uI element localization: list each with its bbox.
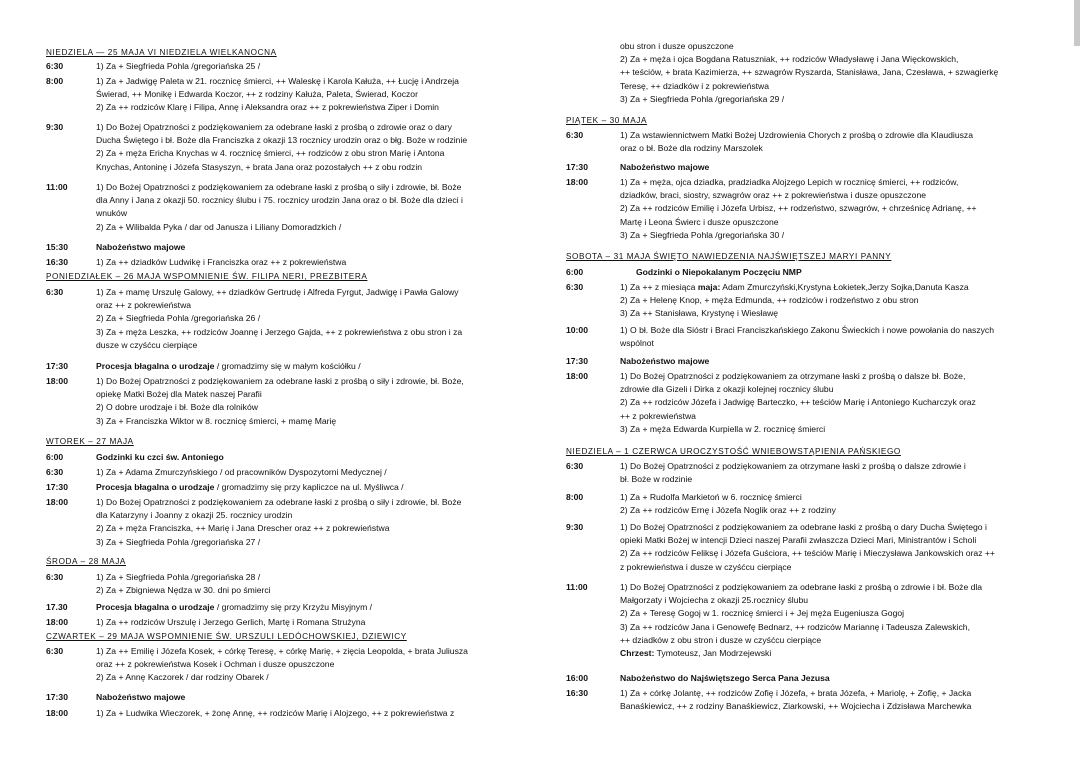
intention-line: 1) Do Bożej Opatrzności z podziękowaniem za odebrane łaski z prośbą o siły i zdrowie, bł. Boże [96,497,462,507]
intention-line: dusze w czyśćcu cierpiące [96,339,198,350]
mass-time: 15:30 [46,242,68,252]
mass-entry [566,491,1042,519]
mass-time: 17:30 [566,162,588,172]
mass-entry [566,370,1042,438]
mass-entry [46,121,517,175]
intention-line: 1) Za + Adama Zmurczyńskiego / od pracowników Dyspozytorni Medycznej / [96,467,387,477]
intention-line: 1) Do Bożej Opatrzności z podziękowaniem za odebrane łaski z prośbą o siły i zdrowie, bł. Boże [96,182,462,192]
mass-entry [46,256,517,270]
service-title: Nabożeństwo majowe [620,162,710,172]
service-title: Godzinki o Niepokalanym Poczęciu NMP [636,267,802,277]
intention-line: 3) Za + męża Leszka, ++ rodziców Joannę i Jerzego Gajda, ++ z pokrewieństwa z obu stron i za [96,326,463,337]
intention-line: Martę i Leona Świerc i dusze opuszczone [620,216,779,227]
intention-line: dziadków, braci, siostry, szwagrów oraz ++ z pokrewieństwa i dusze opuszczone [620,190,927,201]
intention-line: 2) Za ++ rodziców Józefa i Jadwigę Barteczko, ++ teściów Marię i Antoniego Kucharczyk oraz [620,397,976,408]
mass-entry [566,281,1042,321]
mass-entry [566,176,1042,244]
intention-line: Małgorzaty i Wojciecha z okazji 25.rocznicy ślubu [620,595,809,606]
day-heading-sunday-25: NIEDZIELA — 25 MAJA VI NIEDZIELA WIELKANOCNA [46,48,277,57]
mass-time: 8:00 [46,76,64,86]
intention-line: oraz ++ z pokrewieństwa Kosek i Ochman i dusze opuszczone [96,659,335,670]
service-entry [46,691,517,705]
intention-line: z pokrewieństwa i dusze w czyśćcu cierpiące [620,561,792,572]
baptism-label: Chrzest: [620,648,655,659]
intention-line: 3) Za + męża Edwarda Kurpiella w 2. rocznicę śmierci [620,423,826,434]
intention-line: 2) Za ++ rodziców Emilię i Józefa Urbisz, ++ rodzeństwo, szwagrów, + chrześnicę Adrianę, ++ [620,203,977,214]
service-title: Nabożeństwo majowe [620,356,710,366]
mass-entry [566,129,1042,157]
intention-line: 1) O bł. Boże dla Sióstr i Braci Franciszkańskiego Zakonu Świeckich i nowe powołania do naszych [620,325,995,335]
intention-line [620,281,1042,294]
service-title: Nabożeństwo do Najświętszego Serca Pana Jezusa [620,673,830,683]
mass-time: 17:30 [46,692,68,702]
intention-line: 1) Za + Siegfrieda Pohla /gregoriańska 28 / [96,572,261,582]
mass-time: 6:30 [46,467,64,477]
mass-time: 6:00 [566,267,584,277]
mass-entry [566,460,1042,488]
mass-entry [46,496,517,550]
mass-time: 16:30 [46,257,68,267]
intention-line: 1) Za + mamę Urszulę Galowy, ++ dziadków Gertrudę i Alfreda Fyrgut, Jadwigę i Pawła Galowy [96,287,459,297]
service-entry [46,451,517,465]
intention-line: 3) Za + Franciszka Wiktor w 8. rocznicę śmierci, + mamę Marię [96,415,337,426]
day-heading-friday-30: PIĄTEK – 30 MAJA [566,116,648,125]
mass-time: 18:00 [566,177,588,187]
baptism-names: Tymoteusz, Jan Modrzejewski [654,648,772,659]
mass-time: 17:30 [46,361,68,371]
intention-line: 1) Za + Ludwika Wieczorek, + żonę Annę, ++ rodziców Marię i Alojzego, ++ z pokrewieństwa z [96,708,455,718]
mass-entry [46,707,517,721]
procession-entry [46,481,517,495]
month-label: maja: [697,282,721,292]
mass-time: 17.30 [46,602,68,612]
intention-line: 3) Za ++ rodziców Jana i Genowefę Bednarz, ++ rodziców Mariannę i Tadeusza Zalewskich, [620,621,970,632]
mass-time: 8:00 [566,492,584,502]
intention-line: 1) Za + Jadwigę Paleta w 21. rocznicę śmierci, ++ Waleskę i Karola Kałuża, ++ Łucję i Andrzeja [96,76,459,86]
intention-line: Ducha Świętego i bł. Boże dla Franciszka z okazji 13 rocznicy urodzin oraz o błg. Boże w rodzinie [96,135,468,146]
mass-time: 16:30 [566,688,588,698]
mass-time: 18:00 [46,376,68,386]
intention-line: 2) Za + Helenę Knop, + męża Edmunda, ++ rodziców i rodzeństwo z obu stron [620,295,919,306]
mass-time: 18:00 [566,371,588,381]
intention-line: dla Katarzyny i Joanny z okazji 25. rocznicy urodzin [96,510,293,521]
intention-line: ++ teściów, + brata Kazimierza, ++ szwagrów Ryszarda, Stanisława, Jana, Czesława, + szwagierkę [620,67,999,78]
intention-line: 2) Za + męża i ojca Bogdana Ratuszniak, ++ rodziców Władysławę i Jana Więckowskich, [620,54,959,65]
intention-line: 3) Za + Siegfrieda Pohla /gregoriańska 30 / [620,229,785,240]
intention-line: 1) Za ++ Emilię i Józefa Kosek, + córkę Teresę, + córkę Marię, + zięcia Leopolda, + brata Juliusza [96,646,468,656]
intention-line: 1) Za + Siegfrieda Pohla /gregoriańska 25 / [96,61,261,71]
mass-time: 18:00 [46,708,68,718]
mass-time: 6:30 [46,646,64,656]
intention-line: 1) Do Bożej Opatrzności z podziękowaniem za odebrane łaski z prośbą o zdrowie oraz o dary [96,122,452,132]
intention-line: ++ z pokrewieństwa [620,410,696,421]
procession-entry [46,601,517,615]
mass-entry [46,466,517,480]
intention-line: 1) Za + Rudolfa Markietoń w 6. rocznicę śmierci [620,492,802,502]
intention-line: 1) Do Bożej Opatrzności z podziękowaniem za odebrane łaski z prośbą o zdrowie i bł. Boże dla [620,582,983,592]
service-entry [566,355,1042,369]
intention-text: 1) Za ++ z miesiąca [620,282,698,292]
intention-line: 2) Za + Siegfrieda Pohla /gregoriańska 26 / [96,313,261,324]
mass-entry [46,571,517,599]
day-heading-wednesday-28: ŚRODA – 28 MAJA [46,557,126,566]
intention-line: 1) Do Bożej Opatrzności z podziękowaniem za otrzymane łaski z prośbą o dalsze zdrowie i [620,461,966,471]
intention-line: 1) Za wstawiennictwem Matki Bożej Uzdrowienia Chorych z prośbą o zdrowie dla Klaudiusza [620,130,973,140]
mass-time: 6:00 [46,452,64,462]
mass-entry [566,581,1042,663]
intention-line: 2) O dobre urodzaje i bł. Boże dla rolników [96,402,258,413]
service-entry [46,241,517,255]
mass-time: 17:30 [566,356,588,366]
mass-entry [566,521,1042,575]
day-heading-tuesday-27: WTOREK – 27 MAJA [46,437,134,446]
procession-title: Procesja błagalna o urodzaje [96,482,215,492]
mass-time: 9:30 [46,122,64,132]
mass-time: 18:00 [46,497,68,507]
intention-line: 1) Za ++ dziadków Ludwikę i Franciszka oraz ++ z pokrewieństwa [96,257,347,267]
day-heading-thursday-29: CZWARTEK – 29 MAJA WSPOMNIENIE ŚW. URSZULI LEDÓCHOWSKIEJ, DZIEWICY [46,632,407,641]
intention-line: obu stron i dusze opuszczone [620,41,734,51]
mass-time: 10:00 [566,325,588,335]
intention-line: wnuków [96,208,128,219]
mass-entry [566,687,1042,715]
intention-line: 2) Za + męża Ericha Knychas w 4. rocznicę śmierci, ++ rodziców z obu stron Marię i Antona [96,148,445,159]
intention-line: 1) Do Bożej Opatrzności z podziękowaniem za otrzymane łaski z prośbą o dalsze bł. Boże, [620,371,966,381]
mass-time: 6:30 [46,572,64,582]
intention-line: 1) Do Bożej Opatrzności z podziękowaniem za odebrane łaski z prośbą o dary Ducha Świętego i [620,522,987,532]
mass-time: 6:30 [46,287,64,297]
intention-line: wspólnot [620,338,654,349]
procession-note: / gromadzimy się przy kapliczce na ul. Myśliwca / [214,482,404,492]
mass-time: 16:00 [566,673,588,683]
mass-entry [46,60,517,74]
mass-entry [46,645,517,685]
intention-line: 1) Do Bożej Opatrzności z podziękowaniem za odebrane łaski z prośbą o siły i zdrowie, bł. Boże, [96,376,464,386]
intention-line: Knychas, Antoninę i Józefa Stasyszyn, + brata Jana oraz pozostałych ++ z obu rodzin [96,161,423,172]
mass-time: 6:30 [566,130,584,140]
intention-line: Teresę, ++ dziadków i z pokrewieństwa [620,80,770,91]
intention-line: ++ dziadków z obu stron i dusze w czyśćcu cierpiące [620,634,822,645]
mass-entry [46,616,517,630]
procession-title: Procesja błagalna o urodzaje [96,361,215,371]
day-heading-monday-26: PONIEDZIAŁEK – 26 MAJA WSPOMNIENIE ŚW. FILIPA NERI, PREZBITERA [46,272,368,281]
intention-line: 2) Za + Zbigniewa Nędza w 30. dni po śmierci [96,585,271,596]
intention-line: 1) Za + męża, ojca dziadka, pradziadka Alojzego Lepich w rocznicę śmierci, ++ rodziców, [620,177,959,187]
mass-time: 17:30 [46,482,68,492]
mass-entry [46,75,517,115]
mass-time: 6:30 [566,282,584,292]
intention-line: dla Anny i Jana z okazji 50. rocznicy ślubu i 75. rocznicy urodzin Jana oraz o bł. Boże dla dzieci i [96,195,463,206]
service-entry [566,161,1042,175]
intention-line: 2) Za ++ rodziców Feliksę i Józefa Guściora, ++ teściów Marię i Mieczysława Jankowskich oraz ++ [620,548,995,559]
procession-title: Procesja błagalna o urodzaje [96,602,215,612]
service-title: Nabożeństwo majowe [96,242,186,252]
service-title: Godzinki ku czci św. Antoniego [96,452,224,462]
intention-line: oraz o bł. Boże dla rodziny Marszolek [620,143,763,154]
mass-time: 9:30 [566,522,584,532]
intention-line: 2) Za + męża Franciszka, ++ Marię i Jana Drescher oraz ++ z pokrewieństwa [96,523,390,534]
intention-line: 2) Za + Wilibalda Pyka / dar od Janusza i Liliany Domoradzkich / [96,221,342,232]
mass-time: 18:00 [46,617,68,627]
mass-time: 11:00 [566,582,588,592]
intention-line: zdrowie dla Gizeli i Dirka z okazji kolejnej rocznicy ślubu [620,384,834,395]
intention-line: 3) Za + Siegfrieda Pohla /gregoriańska 29 / [620,93,785,104]
mass-entry [46,181,517,235]
scrollbar[interactable] [1074,0,1080,46]
service-title: Nabożeństwo majowe [96,692,186,702]
procession-entry [46,360,517,374]
procession-note: / gromadzimy się przy Krzyżu Misyjnym / [214,602,373,612]
intention-line: bł. Boże w rodzinie [620,474,693,485]
intention-line: opieki Matki Bożej w intencji Dzieci naszej Parafii zwłaszcza Dzieci Mari, Ministrantów i Scholi [620,535,977,546]
intention-line: 2) Za + Teresę Gogoj w 1. rocznicę śmierci i + Jej męża Eugeniusza Gogoj [620,608,905,619]
continued-entry [566,40,1042,108]
mass-time: 11:00 [46,182,68,192]
intention-line: 1) Za ++ rodziców Urszulę i Jerzego Gerlich, Martę i Romana Strużyna [96,617,366,627]
intention-line: 2) Za ++ rodziców Ernę i Józefa Noglik oraz ++ z rodziny [620,505,836,516]
service-entry [566,672,1042,686]
intention-line: oraz ++ z pokrewieństwa [96,300,192,311]
mass-entry [46,375,517,429]
intention-line: 3) Za ++ Stanisława, Krystynę i Wiesławę [620,308,779,319]
service-entry [566,266,1042,280]
mass-entry [566,324,1042,352]
day-heading-sunday-1: NIEDZIELA – 1 CZERWCA UROCZYSTOŚĆ WNIEBOWSTĄPIENIA PAŃSKIEGO [566,447,901,456]
intention-line: Banaśkiewicz, ++ z rodziny Banaśkiewicz, Ziarkowski, ++ Wojciecha i Zdzisława Marchewka [620,701,972,712]
intention-text: Adam Zmurczyński,Krystyna Łokietek,Jerzy Sojka,Danuta Kasza [720,282,969,292]
mass-time: 6:30 [566,461,584,471]
procession-note: / gromadzimy się w małym kościółku / [214,361,361,371]
intention-line: opiekę Matki Bożej dla Matek naszej Parafii [96,389,262,400]
day-heading-saturday-31: SOBOTA – 31 MAJA ŚWIĘTO NAWIEDZENIA NAJŚWIĘTSZEJ MARYI PANNY [566,252,892,261]
baptism-line [620,647,1042,660]
intention-line: 3) Za + Siegfrieda Pohla /gregoriańska 27 / [96,536,261,547]
mass-time: 6:30 [46,61,64,71]
intention-line: Świerad, ++ Monikę i Edwarda Koczor, ++ z rodziny Kałuża, Paleta, Świerad, Koczor [96,89,418,100]
intention-line: 1) Za + córkę Jolantę, ++ rodziców Zofię i Józefa, + brata Józefa, + Mariolę, + Zofię, + Jacka [620,688,972,698]
mass-entry [46,286,517,354]
intention-line: 2) Za ++ rodziców Klarę i Filipa, Annę i Aleksandra oraz ++ z pokrewieństwa Ziper i Domin [96,102,439,113]
intention-line: 2) Za + Annę Kaczorek / dar rodziny Obarek / [96,672,269,683]
